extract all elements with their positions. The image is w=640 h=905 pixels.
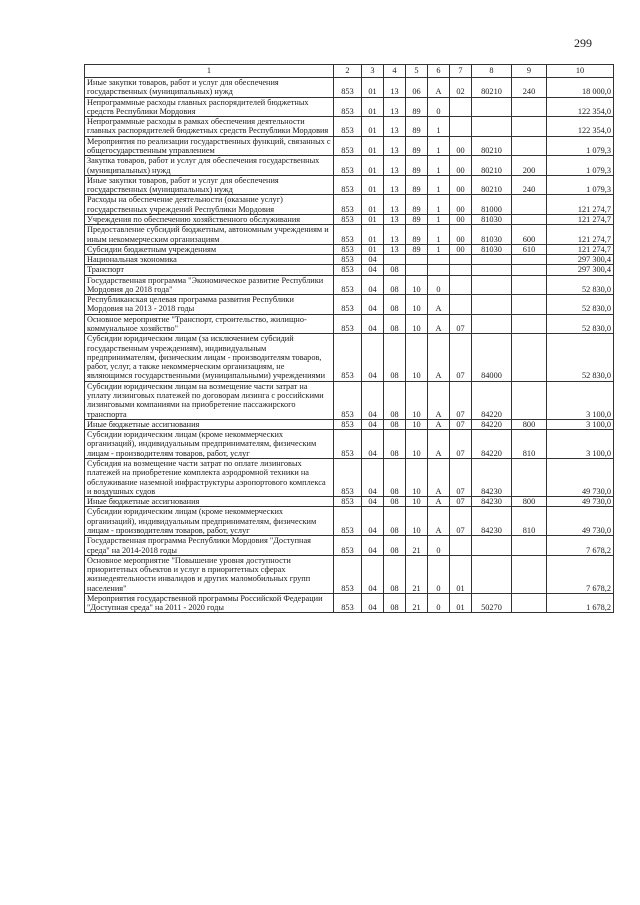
code-cell [450, 275, 472, 295]
code-cell: 13 [384, 117, 406, 137]
amount-cell: 122 354,0 [547, 97, 614, 117]
table-row [85, 265, 614, 275]
column-header-8: 8 [472, 65, 512, 78]
code-cell: 80210 [472, 175, 512, 195]
code-cell: 08 [384, 593, 406, 613]
amount-cell: 49 730,0 [547, 458, 614, 496]
code-cell: 0 [428, 275, 450, 295]
code-cell: 04 [362, 458, 384, 496]
code-cell: А [428, 458, 450, 496]
code-cell: 853 [334, 214, 362, 224]
code-cell: 10 [406, 458, 428, 496]
code-cell [450, 536, 472, 556]
row-name-cell: Субсидия на возмещение части затрат по оплате лизинговых платежей на приобретение комплекта аэродромной техники на обслуживание наземной инфраструктуры аэропортового комплекса и воздушных судов [85, 458, 334, 496]
amount-cell: 297 300,4 [547, 255, 614, 265]
code-cell: 853 [334, 244, 362, 254]
row-name-cell: Основное мероприятие "Повышение уровня доступности приоритетных объектов и услуг в приоритетных сферах жизнедеятельности инвалидов и других маломобильных групп населения" [85, 555, 334, 593]
code-cell: 08 [384, 497, 406, 507]
row-name-cell: Основное мероприятие "Транспорт, строительство, жилищно-коммунальное хозяйство" [85, 314, 334, 334]
column-header-3: 3 [362, 65, 384, 78]
code-cell: 0 [428, 555, 450, 593]
code-cell: 1 [428, 136, 450, 156]
code-cell: 853 [334, 275, 362, 295]
code-cell: 84000 [472, 334, 512, 381]
code-cell [512, 117, 547, 137]
column-header-5: 5 [406, 65, 428, 78]
table-row [85, 117, 614, 137]
code-cell: 08 [384, 430, 406, 459]
amount-cell: 52 830,0 [547, 295, 614, 315]
table-row [85, 430, 614, 459]
amount-cell: 3 100,0 [547, 381, 614, 419]
amount-cell: 121 274,7 [547, 214, 614, 224]
amount-cell: 297 300,4 [547, 265, 614, 275]
code-cell: 07 [450, 458, 472, 496]
code-cell: 04 [362, 255, 384, 265]
amount-cell: 52 830,0 [547, 314, 614, 334]
code-cell: 00 [450, 244, 472, 254]
code-cell: 84220 [472, 430, 512, 459]
row-name-cell: Мероприятия государственной программы Российской Федерации "Доступная среда" на 2011 - 2020 годы [85, 593, 334, 613]
code-cell: 84230 [472, 497, 512, 507]
code-cell: 853 [334, 314, 362, 334]
code-cell: 1 [428, 156, 450, 176]
code-cell: 04 [362, 593, 384, 613]
row-name-cell: Государственная программа "Экономическое развитие Республики Мордовия до 2018 года" [85, 275, 334, 295]
code-cell [450, 97, 472, 117]
code-cell: 89 [406, 97, 428, 117]
code-cell [512, 295, 547, 315]
table-row [85, 97, 614, 117]
code-cell: 08 [384, 507, 406, 536]
code-cell: 89 [406, 244, 428, 254]
code-cell: 240 [512, 78, 547, 98]
row-name-cell: Расходы на обеспечение деятельности (оказание услуг) государственных учреждений Республики Мордовия [85, 195, 334, 215]
amount-cell: 121 274,7 [547, 225, 614, 245]
code-cell [450, 265, 472, 275]
code-cell: 04 [362, 381, 384, 419]
code-cell [512, 381, 547, 419]
table-row [85, 334, 614, 381]
code-cell: 1 [428, 244, 450, 254]
code-cell [512, 275, 547, 295]
row-name-cell: Закупка товаров, работ и услуг для обеспечения государственных (муниципальных) нужд [85, 156, 334, 176]
code-cell: 1 [428, 195, 450, 215]
code-cell: 07 [450, 497, 472, 507]
amount-cell: 1 079,3 [547, 175, 614, 195]
amount-cell: 121 274,7 [547, 244, 614, 254]
code-cell: 1 [428, 225, 450, 245]
code-cell: 01 [362, 195, 384, 215]
code-cell: 08 [384, 314, 406, 334]
code-cell: 04 [362, 419, 384, 429]
code-cell: 13 [384, 195, 406, 215]
code-cell: 04 [362, 295, 384, 315]
code-cell: 08 [384, 265, 406, 275]
code-cell: 853 [334, 225, 362, 245]
code-cell: 01 [362, 97, 384, 117]
code-cell: 1 [428, 214, 450, 224]
code-cell: А [428, 430, 450, 459]
table-row [85, 536, 614, 556]
code-cell: 04 [362, 536, 384, 556]
code-cell: 00 [450, 195, 472, 215]
code-cell [512, 136, 547, 156]
code-cell: 80210 [472, 78, 512, 98]
table-row [85, 225, 614, 245]
code-cell: 13 [384, 136, 406, 156]
page-number: 299 [574, 36, 592, 50]
code-cell: 01 [450, 555, 472, 593]
code-cell: 853 [334, 295, 362, 315]
header-row [85, 65, 614, 78]
code-cell: 06 [406, 78, 428, 98]
code-cell: 853 [334, 555, 362, 593]
table-row [85, 497, 614, 507]
row-name-cell: Субсидии юридическим лицам на возмещение части затрат на уплату лизинговых платежей по договорам лизинга с российскими лизинговыми компаниями на приобретение пассажирского транспорта [85, 381, 334, 419]
code-cell: 13 [384, 175, 406, 195]
code-cell: 853 [334, 255, 362, 265]
code-cell [472, 314, 512, 334]
code-cell: 01 [362, 244, 384, 254]
column-header-9: 9 [512, 65, 547, 78]
code-cell [472, 536, 512, 556]
code-cell: 50270 [472, 593, 512, 613]
code-cell: 80210 [472, 156, 512, 176]
row-name-cell: Субсидии юридическим лицам (за исключением субсидий государственным учреждениям), индивидуальным предпринимателям, физическим лицам - производителям товаров, работ, услуг, а также некоммерческим организациям, не являющимся государственными (муниципальными) учреждениями [85, 334, 334, 381]
code-cell: 853 [334, 430, 362, 459]
code-cell: 10 [406, 334, 428, 381]
code-cell: 1 [428, 117, 450, 137]
amount-cell: 3 100,0 [547, 419, 614, 429]
row-name-cell: Национальная экономика [85, 255, 334, 265]
code-cell: 853 [334, 195, 362, 215]
code-cell: 600 [512, 225, 547, 245]
code-cell: 81030 [472, 244, 512, 254]
code-cell: 08 [384, 334, 406, 381]
code-cell: 853 [334, 97, 362, 117]
amount-cell: 1 079,3 [547, 156, 614, 176]
code-cell: 810 [512, 430, 547, 459]
code-cell: 853 [334, 156, 362, 176]
code-cell: 04 [362, 555, 384, 593]
table-row [85, 244, 614, 254]
code-cell: А [428, 334, 450, 381]
code-cell: 01 [362, 117, 384, 137]
code-cell [512, 265, 547, 275]
code-cell: 13 [384, 225, 406, 245]
code-cell: 10 [406, 497, 428, 507]
code-cell: 0 [428, 536, 450, 556]
row-name-cell: Иные закупки товаров, работ и услуг для обеспечения государственных (муниципальных) нужд [85, 78, 334, 98]
code-cell: 04 [362, 497, 384, 507]
code-cell: 01 [362, 136, 384, 156]
code-cell: 853 [334, 593, 362, 613]
code-cell: 81030 [472, 225, 512, 245]
code-cell: 21 [406, 593, 428, 613]
table-row [85, 381, 614, 419]
code-cell: 10 [406, 314, 428, 334]
code-cell: 21 [406, 536, 428, 556]
code-cell: 00 [450, 214, 472, 224]
code-cell: 200 [512, 156, 547, 176]
code-cell: 04 [362, 507, 384, 536]
code-cell: 0 [428, 97, 450, 117]
code-cell: 08 [384, 555, 406, 593]
row-name-cell: Субсидии бюджетным учреждениям [85, 244, 334, 254]
code-cell: 07 [450, 381, 472, 419]
amount-cell: 7 678,2 [547, 555, 614, 593]
row-name-cell: Иные бюджетные ассигнования [85, 497, 334, 507]
code-cell [512, 458, 547, 496]
table-row [85, 156, 614, 176]
code-cell: 853 [334, 381, 362, 419]
column-header-10: 10 [547, 65, 614, 78]
column-header-2: 2 [334, 65, 362, 78]
code-cell: 01 [362, 225, 384, 245]
code-cell: 13 [384, 78, 406, 98]
code-cell: 80210 [472, 136, 512, 156]
column-header-7: 7 [450, 65, 472, 78]
code-cell [472, 97, 512, 117]
code-cell: 01 [450, 593, 472, 613]
code-cell: 89 [406, 175, 428, 195]
code-cell [472, 295, 512, 315]
table-row [85, 78, 614, 98]
row-name-cell: Субсидии юридическим лицам (кроме некоммерческих организаций), индивидуальным предпринимателям, физическим лицам - производителям товаров, работ, услуг [85, 507, 334, 536]
code-cell: 89 [406, 225, 428, 245]
code-cell: 853 [334, 117, 362, 137]
amount-cell: 122 354,0 [547, 117, 614, 137]
code-cell [450, 117, 472, 137]
code-cell: 853 [334, 497, 362, 507]
code-cell: 04 [362, 430, 384, 459]
column-header-1: 1 [85, 65, 334, 78]
code-cell: 84230 [472, 507, 512, 536]
code-cell [512, 97, 547, 117]
code-cell: 10 [406, 419, 428, 429]
code-cell: 08 [384, 458, 406, 496]
amount-cell: 121 274,7 [547, 195, 614, 215]
code-cell: 01 [362, 214, 384, 224]
code-cell: А [428, 295, 450, 315]
column-header-4: 4 [384, 65, 406, 78]
code-cell: 1 [428, 175, 450, 195]
code-cell: 07 [450, 430, 472, 459]
code-cell: 01 [362, 78, 384, 98]
code-cell: 853 [334, 175, 362, 195]
table-row [85, 458, 614, 496]
code-cell: 0 [428, 593, 450, 613]
code-cell: А [428, 381, 450, 419]
code-cell: 08 [384, 295, 406, 315]
code-cell [512, 593, 547, 613]
column-header-6: 6 [428, 65, 450, 78]
code-cell: 08 [384, 275, 406, 295]
code-cell: 08 [384, 536, 406, 556]
code-cell: 04 [362, 314, 384, 334]
code-cell [512, 555, 547, 593]
amount-cell: 3 100,0 [547, 430, 614, 459]
amount-cell: 1 678,2 [547, 593, 614, 613]
table-row [85, 136, 614, 156]
code-cell: 89 [406, 214, 428, 224]
code-cell: 89 [406, 156, 428, 176]
code-cell [450, 295, 472, 315]
amount-cell: 18 000,0 [547, 78, 614, 98]
code-cell [512, 334, 547, 381]
amount-cell: 7 678,2 [547, 536, 614, 556]
code-cell: 89 [406, 195, 428, 215]
table-row [85, 593, 614, 613]
code-cell: 853 [334, 136, 362, 156]
table-row [85, 195, 614, 215]
code-cell: 07 [450, 419, 472, 429]
table-row [85, 314, 614, 334]
amount-cell: 49 730,0 [547, 507, 614, 536]
code-cell: 853 [334, 458, 362, 496]
row-name-cell: Мероприятия по реализации государственных функций, связанных с общегосударственным управлением [85, 136, 334, 156]
row-name-cell: Непрограммные расходы в рамках обеспечения деятельности главных распорядителей бюджетных средств Республики Мордовия [85, 117, 334, 137]
code-cell: 800 [512, 419, 547, 429]
code-cell: 10 [406, 381, 428, 419]
code-cell: 21 [406, 555, 428, 593]
row-name-cell: Предоставление субсидий бюджетным, автономным учреждениям и иным некоммерческим организациям [85, 225, 334, 245]
code-cell: 07 [450, 314, 472, 334]
table-row [85, 214, 614, 224]
code-cell [472, 117, 512, 137]
code-cell: 10 [406, 275, 428, 295]
table-row [85, 419, 614, 429]
table-row [85, 255, 614, 265]
table-row [85, 555, 614, 593]
code-cell: 13 [384, 214, 406, 224]
code-cell: 07 [450, 507, 472, 536]
row-name-cell: Иные закупки товаров, работ и услуг для обеспечения государственных (муниципальных) нужд [85, 175, 334, 195]
code-cell [512, 214, 547, 224]
code-cell: 81000 [472, 195, 512, 215]
code-cell: 10 [406, 507, 428, 536]
row-name-cell: Иные бюджетные ассигнования [85, 419, 334, 429]
row-name-cell: Непрограммные расходы главных распорядителей бюджетных средств Республики Мордовия [85, 97, 334, 117]
code-cell: 08 [384, 381, 406, 419]
code-cell: 08 [384, 419, 406, 429]
code-cell: 89 [406, 117, 428, 137]
code-cell: 13 [384, 97, 406, 117]
table-row [85, 275, 614, 295]
code-cell: 00 [450, 225, 472, 245]
code-cell [512, 314, 547, 334]
row-name-cell: Учреждения по обеспечению хозяйственного обслуживания [85, 214, 334, 224]
amount-cell: 49 730,0 [547, 497, 614, 507]
code-cell [472, 265, 512, 275]
table-row [85, 507, 614, 536]
table-row [85, 295, 614, 315]
code-cell: 01 [362, 156, 384, 176]
code-cell [406, 265, 428, 275]
code-cell: А [428, 507, 450, 536]
code-cell [384, 255, 406, 265]
row-name-cell: Республиканская целевая программа развития Республики Мордовия на 2013 - 2018 годы [85, 295, 334, 315]
code-cell [428, 265, 450, 275]
code-cell [428, 255, 450, 265]
code-cell: 89 [406, 136, 428, 156]
code-cell [472, 255, 512, 265]
code-cell: 853 [334, 507, 362, 536]
code-cell: А [428, 497, 450, 507]
code-cell: А [428, 419, 450, 429]
amount-cell: 52 830,0 [547, 275, 614, 295]
code-cell: 853 [334, 536, 362, 556]
code-cell: 10 [406, 430, 428, 459]
code-cell: 800 [512, 497, 547, 507]
code-cell: 10 [406, 295, 428, 315]
row-name-cell: Субсидии юридическим лицам (кроме некоммерческих организаций), индивидуальным предпринимателям, физическим лицам - производителям товаров, работ, услуг [85, 430, 334, 459]
code-cell: 853 [334, 334, 362, 381]
table-row [85, 175, 614, 195]
amount-cell: 52 830,0 [547, 334, 614, 381]
code-cell: А [428, 314, 450, 334]
code-cell: 13 [384, 156, 406, 176]
amount-cell: 1 079,3 [547, 136, 614, 156]
code-cell: 81030 [472, 214, 512, 224]
row-name-cell: Транспорт [85, 265, 334, 275]
code-cell: 01 [362, 175, 384, 195]
code-cell: 00 [450, 156, 472, 176]
row-name-cell: Государственная программа Республики Мордовия "Доступная среда" на 2014-2018 годы [85, 536, 334, 556]
code-cell: 04 [362, 265, 384, 275]
code-cell: 13 [384, 244, 406, 254]
budget-table [84, 64, 614, 613]
code-cell: 84220 [472, 419, 512, 429]
code-cell [512, 536, 547, 556]
code-cell: 240 [512, 175, 547, 195]
code-cell: 84220 [472, 381, 512, 419]
code-cell: 610 [512, 244, 547, 254]
code-cell: 07 [450, 334, 472, 381]
code-cell: А [428, 78, 450, 98]
code-cell [406, 255, 428, 265]
code-cell: 04 [362, 334, 384, 381]
code-cell: 853 [334, 78, 362, 98]
code-cell: 04 [362, 275, 384, 295]
code-cell: 853 [334, 419, 362, 429]
code-cell [512, 195, 547, 215]
code-cell: 02 [450, 78, 472, 98]
code-cell [450, 255, 472, 265]
code-cell: 84230 [472, 458, 512, 496]
code-cell [472, 555, 512, 593]
code-cell: 853 [334, 265, 362, 275]
code-cell [472, 275, 512, 295]
code-cell: 00 [450, 136, 472, 156]
code-cell: 810 [512, 507, 547, 536]
code-cell: 00 [450, 175, 472, 195]
table-body [85, 78, 614, 613]
code-cell [512, 255, 547, 265]
